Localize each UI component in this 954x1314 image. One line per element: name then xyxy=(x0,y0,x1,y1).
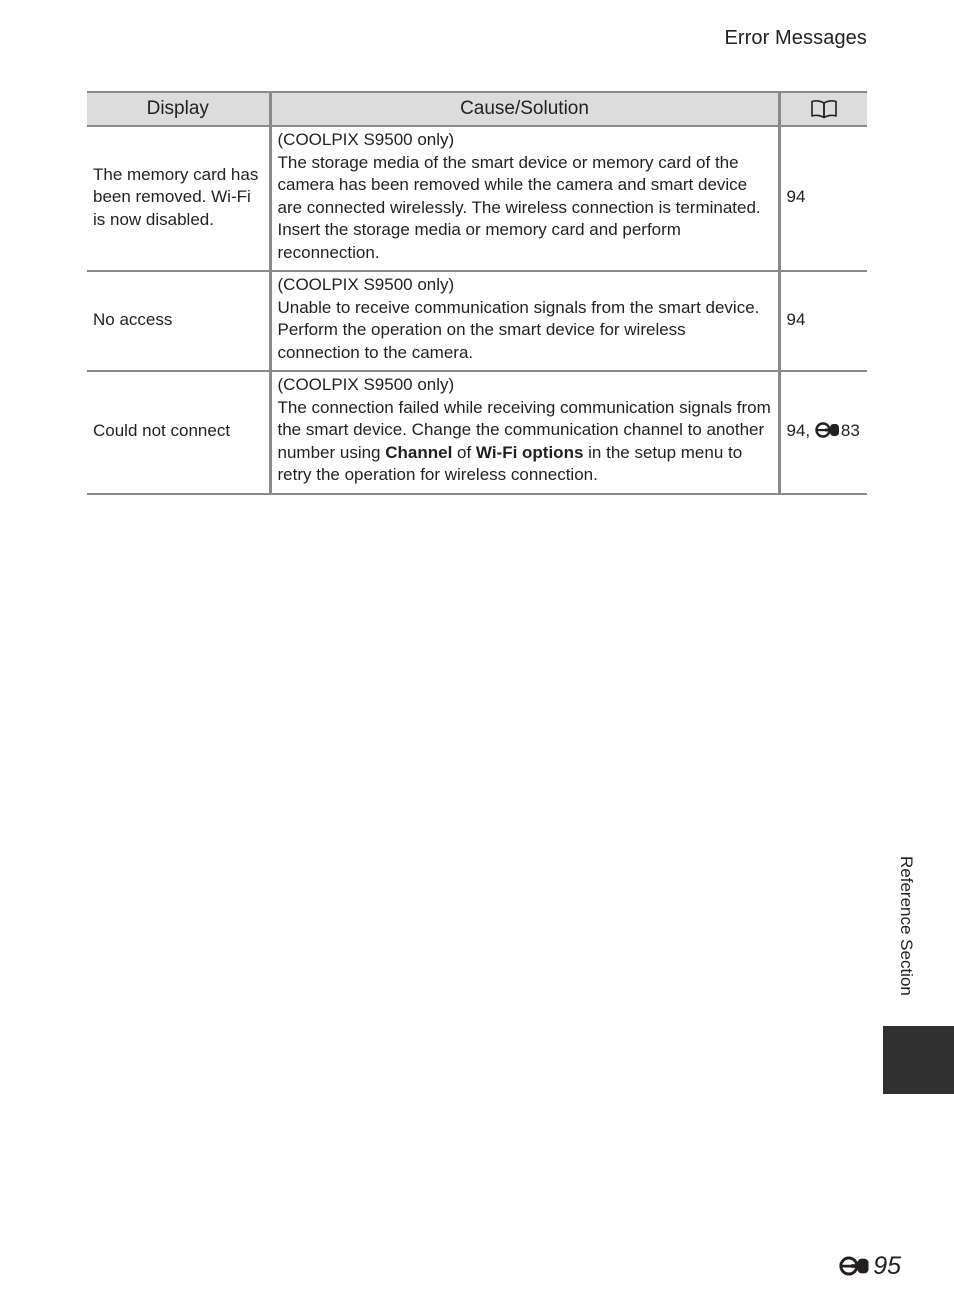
reference-page-e: 83 xyxy=(840,421,860,441)
cause-note: (COOLPIX S9500 only) xyxy=(277,130,455,149)
cause-note: (COOLPIX S9500 only) xyxy=(277,375,455,394)
cause-text: Unable to receive communication signals from the smart device. Perform the operation on the smart device for wireless connection to the camera. xyxy=(277,297,760,362)
display-cell: No access xyxy=(87,271,270,371)
column-header-display: Display xyxy=(87,92,270,126)
wifi-options-label: Wi-Fi options xyxy=(475,442,584,462)
reference-cell: 94 xyxy=(779,126,867,271)
reference-cell xyxy=(779,371,867,494)
cause-text-part: The connection failed while receiving communication signals from the smart device. Change the communication channel to another number using xyxy=(277,397,771,462)
page-number-value: 95 xyxy=(873,1251,901,1280)
table-row xyxy=(87,271,867,371)
cause-cell xyxy=(270,371,779,494)
cause-text-part: of xyxy=(452,442,476,462)
cause-text-part: in the setup menu to retry the operation for wireless connection. xyxy=(277,442,743,485)
channel-option-label: Channel xyxy=(385,442,453,462)
page-header-title: Error Messages xyxy=(724,27,867,49)
page-number xyxy=(839,1250,901,1282)
error-messages-table xyxy=(87,91,867,495)
cause-text: The storage media of the smart device or memory card of the camera has been removed while the camera and smart device are connected wirelessly. The wireless connection is terminated. Insert the storage media or memory card and perform reconnection. xyxy=(277,152,761,262)
book-icon xyxy=(810,99,838,119)
table-header-row xyxy=(87,92,867,126)
display-cell: Could not connect xyxy=(87,371,270,494)
reference-cell: 94 xyxy=(779,271,867,371)
cause-note: (COOLPIX S9500 only) xyxy=(277,275,455,294)
table-row xyxy=(87,371,867,494)
section-side-label: Reference Section xyxy=(897,856,916,996)
reference-section-e-icon xyxy=(815,422,841,438)
column-header-cause: Cause/Solution xyxy=(270,92,779,126)
cause-cell xyxy=(270,126,779,271)
display-cell: The memory card has been removed. Wi-Fi is now disabled. xyxy=(87,126,270,271)
reference-section-e-icon xyxy=(839,1256,871,1276)
column-header-reference xyxy=(779,92,867,126)
table-row xyxy=(87,126,867,271)
section-tab-marker xyxy=(883,1026,954,1094)
cause-cell xyxy=(270,271,779,371)
reference-page: 94, xyxy=(786,421,815,441)
cause-text xyxy=(278,397,772,487)
